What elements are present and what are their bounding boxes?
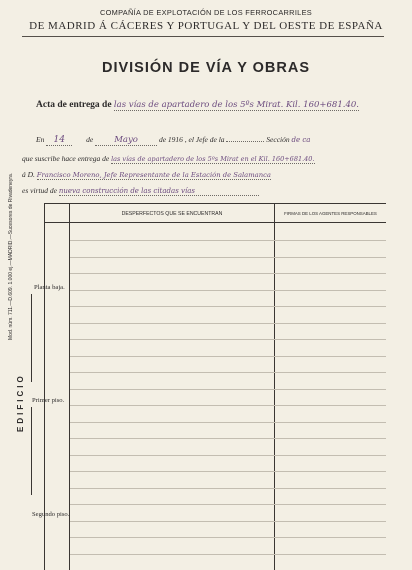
line2-prefix: que suscribe hace entrega de <box>22 154 110 163</box>
table-top-rule <box>44 203 386 204</box>
table-ruled-line <box>70 356 386 357</box>
table-ruled-line <box>70 290 386 291</box>
body-line-3 <box>22 170 271 179</box>
line3-prefix: á D. <box>22 170 35 179</box>
row-label-segundo-piso: Segundo piso. <box>32 511 70 518</box>
row-label-primer-piso: Primer piso. <box>32 397 65 404</box>
bracket-planta-baja <box>31 294 32 382</box>
table-ruled-line <box>70 372 386 373</box>
line4-hand: nueva construcción de las citadas vías <box>59 187 259 196</box>
seccion-hand: de ca <box>291 136 311 144</box>
line1-year: de 1916 , el Jefe de la <box>158 135 225 144</box>
acta-label: Acta de entrega de <box>36 100 112 110</box>
table-ruled-line <box>70 422 386 423</box>
body-line-1 <box>36 135 310 146</box>
table-ruled-line <box>70 323 386 324</box>
day-value: 14 <box>46 135 72 146</box>
line3-hand: Francisco Moreno, Jefe Representante de la Estación de Salamanca <box>36 171 271 179</box>
table-ruled-line <box>70 405 386 406</box>
table-mid-divider <box>274 203 275 570</box>
body-line-2 <box>22 154 315 163</box>
table-ruled-line <box>70 273 386 274</box>
table-ruled-line <box>70 488 386 489</box>
bracket-primer-piso <box>31 407 32 495</box>
company-line-2: DE MADRID Á CÁCERES Y PORTUGAL Y DEL OESTE DE ESPAÑA <box>29 20 383 32</box>
month-value: Mayo <box>95 135 157 146</box>
table-ruled-line <box>70 339 386 340</box>
table-ruled-line <box>70 240 386 241</box>
seccion-label: Sección <box>266 135 290 144</box>
header-rule <box>22 36 384 37</box>
table-ruled-line <box>70 389 386 390</box>
col-header-desperfectos: DESPERFECTOS QUE SE ENCUENTRAN <box>121 211 223 217</box>
table-header-rule <box>44 222 386 223</box>
edificio-label: EDIFICIO <box>16 373 25 432</box>
line2-hand: las vías de apartadero de los 5ºs Mirat en el Kil. 160+681.40. <box>111 155 315 163</box>
side-print-info: Mod. núm. 711.—D.609. 1.000 ej.—MADRID.—Sucesores de Rivadeneyra. <box>8 172 14 340</box>
table-ruled-line <box>70 504 386 505</box>
body-line-4 <box>22 186 259 196</box>
division-title: DIVISIÓN DE VÍA Y OBRAS <box>101 60 311 76</box>
table-ruled-line <box>70 554 386 555</box>
line4-prefix: es virtud de <box>22 186 57 195</box>
acta-handwritten: las vías de apartadero de los 5ºs Mirat. Kil. 160+681.40. <box>113 100 359 110</box>
col-header-firmas: FIRMAS DE LOS AGENTES RESPONSABLES <box>284 211 377 216</box>
table-ruled-line <box>70 306 386 307</box>
table-ruled-line <box>70 438 386 439</box>
table-ruled-line <box>70 537 386 538</box>
company-line-1: COMPAÑÍA DE EXPLOTACIÓN DE LOS FERROCARRILES <box>99 8 313 17</box>
acta-line <box>36 100 359 110</box>
line1-de: de <box>86 135 94 144</box>
table-ruled-line <box>70 455 386 456</box>
row-label-planta-baja: Planta baja. <box>34 284 65 291</box>
table-ruled-line <box>70 521 386 522</box>
line1-prefix: En <box>36 135 45 144</box>
table-ruled-line <box>70 257 386 258</box>
table-ruled-line <box>70 471 386 472</box>
line1-blank <box>226 141 264 142</box>
